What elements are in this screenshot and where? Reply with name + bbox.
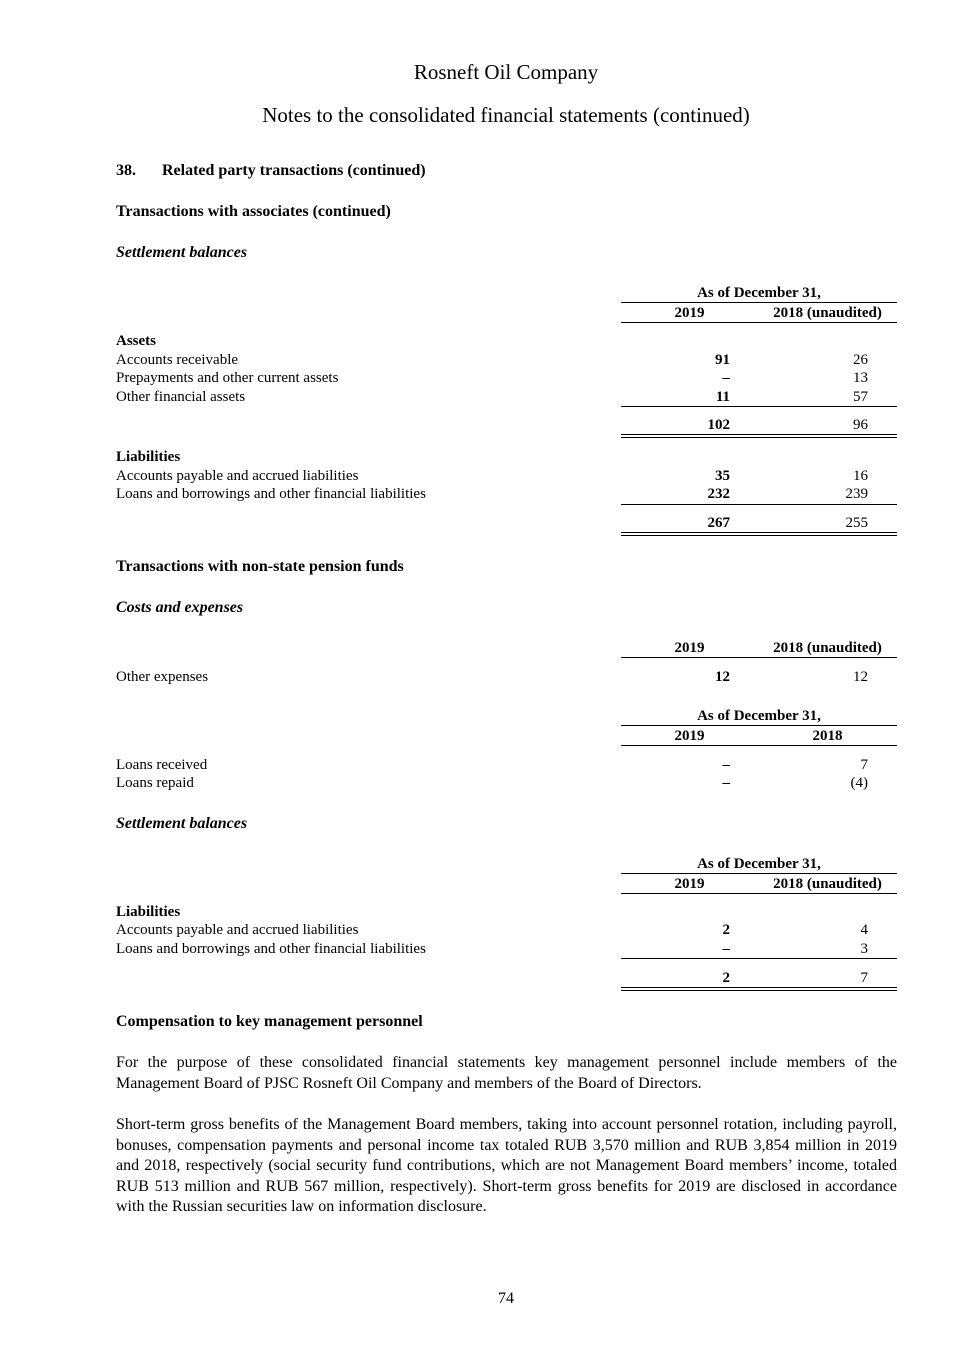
associates-heading: Transactions with associates (continued) [116,203,391,220]
section-title: Related party transactions (continued) [162,162,426,179]
table-row-label: Loans repaid [116,775,194,791]
table-row-label: Accounts payable and accrued liabilities [116,468,359,484]
table-cell-2018: 4 [860,922,868,938]
table-cell-2019: 2 [722,922,730,938]
table3-header-rule [621,873,897,874]
table-row-label: Accounts payable and accrued liabilities [116,922,359,938]
table3-as-of: As of December 31, [697,856,821,872]
table-cell-2018: 16 [853,468,868,484]
table1-as-of: As of December 31, [697,285,821,301]
table-row-label: Accounts receivable [116,352,239,368]
compensation-paragraph-2: Short-term gross benefits of the Management Board members, taking into account personnel rotation, including payroll, bonuses, compensation payments and personal income tax totaled RUB 3,570 million and RUB 3,854 million in 2019 and 2018, respectively (social security fund contributions, which are not Management Board members’ income, totaled RUB 513 million and RUB 567 million, respectively). Short-term gross benefits for 2019 are disclosed in accordance with the Russian securities law on information disclosure. [116,1116,897,1215]
table-row-label: Prepayments and other current assets [116,370,339,386]
table-row-label: Loans and borrowings and other financial liabilities [116,941,426,957]
costs-col-rule [621,657,897,658]
table-cell-2019: – [722,941,730,957]
assets-total-2019: 102 [707,417,730,433]
table1-col-2018: 2018 (unaudited) [773,305,882,321]
table-cell-2018: (4) [850,775,868,791]
pension-heading: Transactions with non-state pension funds [116,558,404,575]
table3-col-2018: 2018 (unaudited) [773,876,882,892]
table-cell-2019: 11 [715,389,730,405]
assets-total-2018: 96 [853,417,868,433]
table-cell-2019: – [722,757,730,773]
table-cell-2018: 13 [853,370,868,386]
table-cell-2018: 7 [860,757,868,773]
page-number: 74 [498,1290,514,1307]
table-cell-2018: 3 [860,941,868,957]
company-name: Rosneft Oil Company [413,60,599,84]
table-cell-2019: – [722,370,730,386]
table-row-label: Loans received [116,757,208,773]
total-double-rule [621,532,897,536]
table-cell-2018: 239 [845,486,868,502]
compensation-heading: Compensation to key management personnel [116,1013,423,1030]
loans-header-rule [621,725,897,726]
table-cell-2019: 232 [707,486,730,502]
table-cell-2019: 91 [715,352,730,368]
subtotal-rule [621,504,897,505]
table-row-label: Other expenses [116,669,209,685]
table-cell-2018: 26 [853,352,868,368]
liabilities-total-2019: 267 [707,515,730,531]
table-row-label: Loans and borrowings and other financial liabilities [116,486,426,502]
total-double-rule [621,987,897,991]
table-cell-2019: – [722,775,730,791]
loans-col-2019: 2019 [674,728,705,744]
table3-col-rule [621,893,897,894]
costs-title: Costs and expenses [116,599,244,616]
liabilities-total-2018: 255 [845,515,868,531]
assets-label: Assets [116,333,156,349]
subtotal-rule [621,406,897,407]
section-number: 38. [116,162,136,179]
costs-col-2019: 2019 [674,640,705,656]
subtotal-rule [621,958,897,959]
table1-header-rule [621,302,897,303]
table3-col-2019: 2019 [674,876,705,892]
table-cell-2019: 35 [715,468,730,484]
pension-total-2019: 2 [722,970,730,986]
table-cell-2019: 12 [715,669,730,685]
pension-settlement-title: Settlement balances [116,815,248,832]
compensation-paragraph-1: For the purpose of these consolidated financial statements key management personnel include members of the Management Board of PJSC Rosneft Oil Company and members of the Board of Directors. [116,1054,897,1092]
total-double-rule [621,434,897,438]
liabilities-label: Liabilities [116,904,181,920]
loans-col-rule [621,745,897,746]
liabilities-label: Liabilities [116,449,181,465]
page-subtitle: Notes to the consolidated financial statements (continued) [262,103,750,127]
costs-col-2018: 2018 (unaudited) [773,640,882,656]
table-row-label: Other financial assets [116,389,246,405]
table-cell-2018: 12 [853,669,868,685]
table-cell-2018: 57 [853,389,868,405]
loans-col-2018: 2018 [812,728,843,744]
table1-col-rule [621,322,897,323]
table1-col-2019: 2019 [674,305,705,321]
pension-total-2018: 7 [860,970,868,986]
loans-as-of: As of December 31, [697,708,821,724]
associates-settlement-title: Settlement balances [116,244,248,261]
